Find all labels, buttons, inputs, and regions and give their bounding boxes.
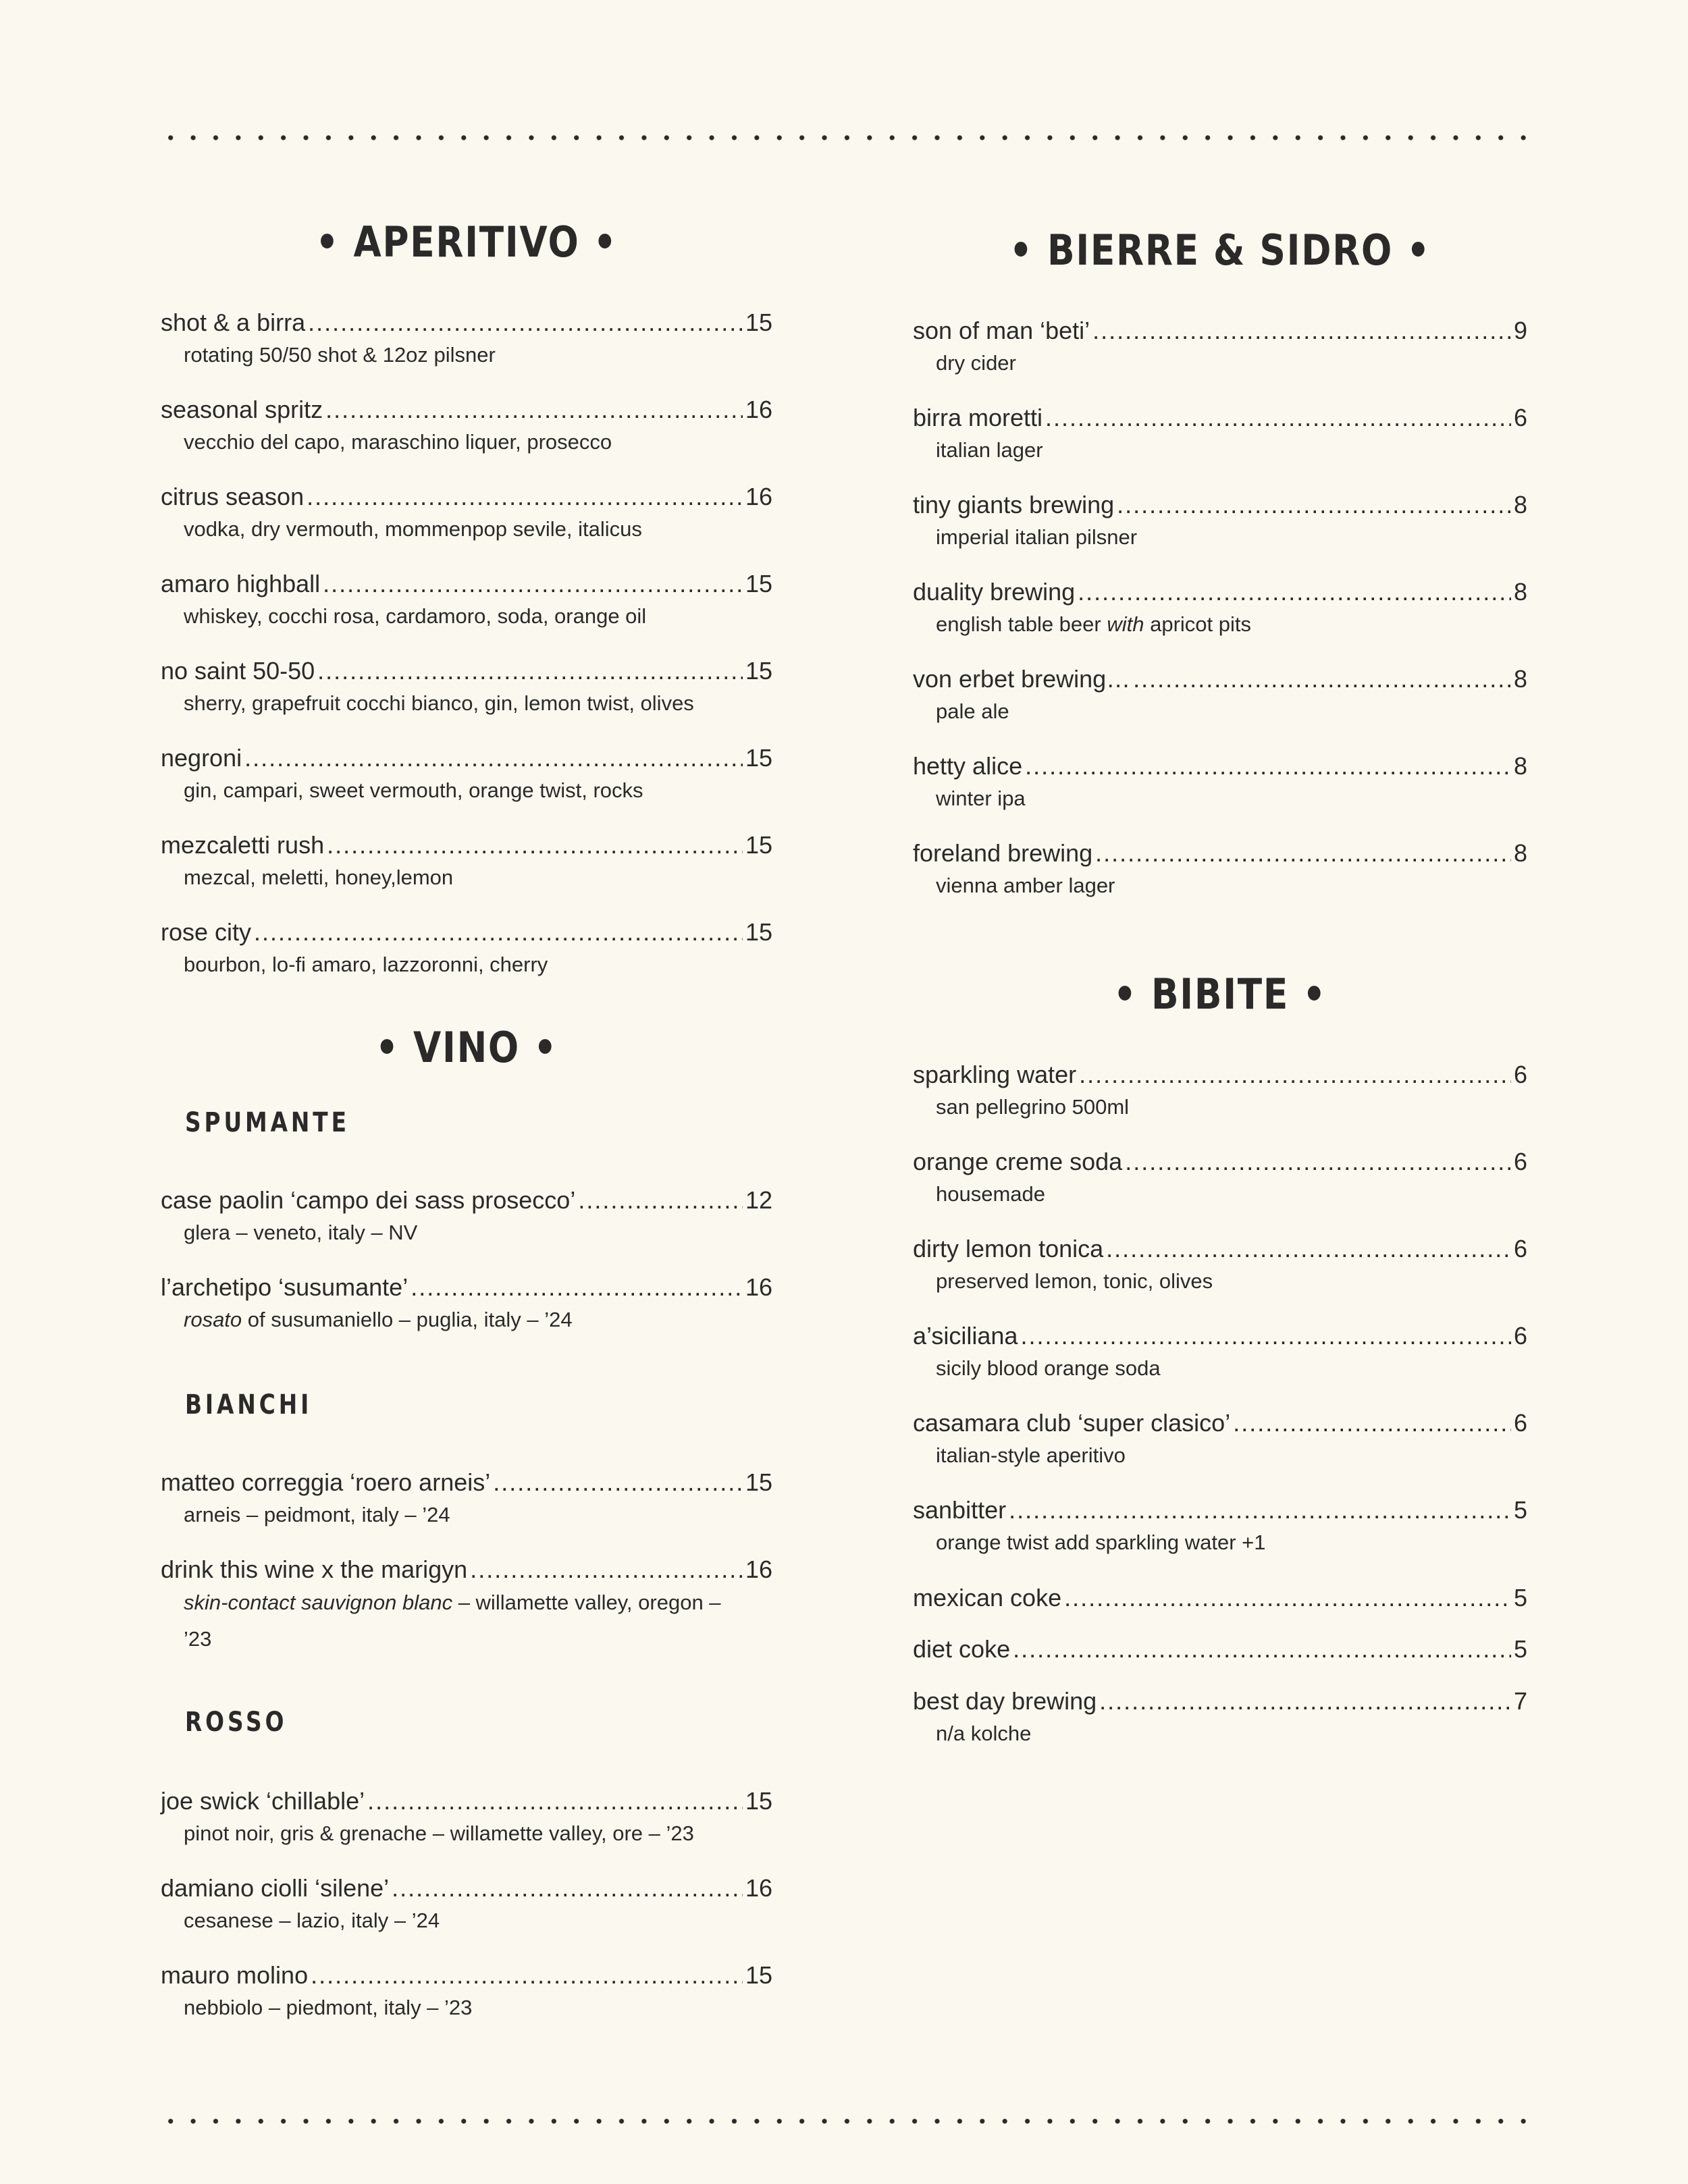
item-name: hetty alice bbox=[913, 752, 1023, 780]
item-description: dry cider bbox=[936, 351, 1016, 375]
item-description: pale ale bbox=[936, 699, 1009, 723]
item-description: mezcal, meletti, honey,lemon bbox=[184, 865, 454, 889]
item-name: son of man ‘beti’ bbox=[913, 317, 1090, 344]
leader-dots bbox=[1106, 1234, 1511, 1264]
item-price: 16 bbox=[745, 483, 772, 510]
leader-dots bbox=[392, 1873, 743, 1903]
item-description: nebbiolo – piedmont, italy – ’23 bbox=[184, 1996, 473, 2019]
item-price: 15 bbox=[745, 1787, 772, 1815]
item-name: matteo correggia ‘roero arneis’ bbox=[161, 1468, 491, 1496]
menu-item bbox=[161, 1468, 772, 1533]
item-name: birra moretti bbox=[913, 404, 1043, 431]
item-description: glera – veneto, italy – NV bbox=[184, 1221, 418, 1244]
menu-item bbox=[161, 830, 772, 895]
item-description-italic: skin-contact sauvignon blanc bbox=[184, 1591, 453, 1614]
item-name: von erbet brewing… bbox=[913, 665, 1131, 693]
item-price: 9 bbox=[1513, 317, 1527, 344]
leader-dots bbox=[1013, 1634, 1511, 1664]
bottom-dotted-rule bbox=[159, 2119, 1534, 2124]
item-description: pinot noir, gris & grenache – willamette valley, ore – ’23 bbox=[184, 1821, 694, 1845]
item-price: 6 bbox=[1513, 404, 1527, 431]
leader-dots bbox=[1133, 664, 1511, 694]
item-description: arneis – peidmont, italy – ’24 bbox=[184, 1503, 450, 1526]
item-price: 6 bbox=[1513, 1409, 1527, 1437]
item-price: 15 bbox=[745, 744, 772, 772]
item-name: casamara club ‘super clasico’ bbox=[913, 1409, 1231, 1437]
item-name: mezcaletti rush bbox=[161, 831, 325, 859]
item-description: vienna amber lager bbox=[936, 874, 1115, 897]
item-price: 15 bbox=[745, 309, 772, 336]
item-name: foreland brewing bbox=[913, 839, 1093, 867]
item-price: 6 bbox=[1513, 1061, 1527, 1088]
menu-item bbox=[161, 1273, 772, 1337]
spumante-subheading: SPUMANTE bbox=[185, 1107, 350, 1138]
item-price: 8 bbox=[1513, 752, 1527, 780]
item-price: 8 bbox=[1513, 578, 1527, 606]
item-price: 15 bbox=[745, 918, 772, 946]
leader-dots bbox=[323, 569, 743, 599]
item-name: case paolin ‘campo dei sass prosecco’ bbox=[161, 1186, 576, 1214]
item-price: 5 bbox=[1513, 1635, 1527, 1663]
item-description-italic: with bbox=[1107, 612, 1144, 636]
menu-item bbox=[913, 1495, 1527, 1560]
item-description-rest: of susumaniello – puglia, italy – ’24 bbox=[242, 1308, 573, 1331]
menu-item bbox=[161, 1873, 772, 1938]
item-name: drink this wine x the marigyn bbox=[161, 1555, 468, 1583]
item-description: preserved lemon, tonic, olives bbox=[936, 1269, 1213, 1293]
item-name: mauro molino bbox=[161, 1961, 309, 1989]
item-price: 16 bbox=[745, 1555, 772, 1583]
leader-dots bbox=[1064, 1583, 1511, 1613]
item-description: n/a kolche bbox=[936, 1722, 1032, 1745]
menu-item bbox=[161, 395, 772, 460]
menu-item bbox=[161, 308, 772, 373]
menu-item bbox=[161, 1186, 772, 1250]
leader-dots bbox=[411, 1273, 743, 1302]
item-name: citrus season bbox=[161, 483, 305, 510]
leader-dots bbox=[1078, 577, 1511, 607]
item-name: a’siciliana bbox=[913, 1322, 1018, 1350]
leader-dots bbox=[308, 308, 743, 338]
menu-item bbox=[913, 577, 1527, 642]
leader-dots bbox=[1009, 1495, 1511, 1525]
item-price: 8 bbox=[1513, 839, 1527, 867]
menu-item bbox=[913, 751, 1527, 816]
item-price: 15 bbox=[745, 831, 772, 859]
item-name: seasonal spritz bbox=[161, 396, 323, 423]
menu-item bbox=[161, 482, 772, 547]
item-name: no saint 50-50 bbox=[161, 657, 315, 685]
item-description: italian lager bbox=[936, 438, 1043, 462]
item-description-italic: rosato bbox=[184, 1308, 242, 1331]
leader-dots bbox=[307, 482, 743, 512]
menu-item bbox=[913, 1408, 1527, 1473]
menu-item bbox=[913, 1147, 1527, 1212]
leader-dots bbox=[311, 1961, 743, 1990]
rosso-subheading: ROSSO bbox=[185, 1707, 288, 1738]
item-description: housemade bbox=[936, 1182, 1046, 1206]
menu-item bbox=[161, 1961, 772, 2025]
leader-dots bbox=[327, 830, 743, 860]
item-price: 5 bbox=[1513, 1584, 1527, 1612]
menu-item bbox=[161, 569, 772, 634]
menu-item bbox=[913, 1634, 1527, 1664]
item-price: 8 bbox=[1513, 665, 1527, 693]
item-name: tiny giants brewing bbox=[913, 491, 1115, 518]
item-price: 15 bbox=[745, 657, 772, 685]
leader-dots bbox=[367, 1786, 743, 1816]
bierre-heading: • BIERRE & SIDRO • bbox=[1009, 225, 1431, 275]
item-description bbox=[161, 1302, 772, 1337]
item-price: 6 bbox=[1513, 1322, 1527, 1350]
item-name: best day brewing bbox=[913, 1687, 1097, 1715]
vino-heading: • VINO • bbox=[375, 1023, 558, 1072]
item-price: 15 bbox=[745, 570, 772, 597]
bibite-heading: • BIBITE • bbox=[1113, 969, 1327, 1019]
item-description-rest: – willamette valley, oregon – ’23 bbox=[184, 1591, 721, 1651]
menu-item bbox=[913, 664, 1527, 729]
menu-item bbox=[161, 1555, 772, 1657]
leader-dots bbox=[1095, 838, 1511, 868]
item-description: whiskey, cocchi rosa, cardamoro, soda, orange oil bbox=[184, 604, 647, 628]
leader-dots bbox=[244, 743, 743, 773]
item-name: rose city bbox=[161, 918, 252, 946]
item-price: 16 bbox=[745, 1874, 772, 1902]
item-name: sanbitter bbox=[913, 1496, 1007, 1524]
leader-dots bbox=[578, 1186, 743, 1215]
leader-dots bbox=[317, 656, 743, 686]
menu-item bbox=[913, 1060, 1527, 1125]
leader-dots bbox=[1117, 490, 1511, 520]
aperitivo-heading: • APERITIVO • bbox=[315, 217, 618, 267]
item-description bbox=[913, 607, 1527, 642]
top-dotted-rule bbox=[159, 135, 1534, 140]
item-description: cesanese – lazio, italy – ’24 bbox=[184, 1909, 440, 1932]
item-name: sparkling water bbox=[913, 1061, 1077, 1088]
leader-dots bbox=[493, 1468, 743, 1497]
menu-item bbox=[913, 1321, 1527, 1386]
menu-item bbox=[161, 917, 772, 982]
leader-dots bbox=[1045, 403, 1511, 433]
item-description: gin, campari, sweet vermouth, orange twist, rocks bbox=[184, 778, 643, 802]
item-name: dirty lemon tonica bbox=[913, 1235, 1104, 1262]
bianchi-subheading: BIANCHI bbox=[185, 1389, 313, 1420]
item-price: 12 bbox=[745, 1186, 772, 1214]
leader-dots bbox=[1025, 751, 1511, 781]
item-description: rotating 50/50 shot & 12oz pilsner bbox=[184, 343, 496, 367]
item-name: joe swick ‘chillable’ bbox=[161, 1787, 365, 1815]
menu-item bbox=[161, 743, 772, 808]
item-description: winter ipa bbox=[936, 787, 1026, 810]
leader-dots bbox=[325, 395, 743, 425]
item-price: 16 bbox=[745, 396, 772, 423]
leader-dots bbox=[1079, 1060, 1511, 1090]
leader-dots bbox=[1099, 1686, 1511, 1716]
item-description: san pellegrino 500ml bbox=[936, 1095, 1130, 1119]
item-description: vecchio del capo, maraschino liquer, prosecco bbox=[184, 430, 612, 454]
menu-item bbox=[913, 490, 1527, 555]
menu-item bbox=[913, 316, 1527, 381]
item-name: amaro highball bbox=[161, 570, 321, 597]
menu-item bbox=[161, 1786, 772, 1851]
item-name: diet coke bbox=[913, 1635, 1011, 1663]
leader-dots bbox=[1233, 1408, 1511, 1438]
leader-dots bbox=[254, 917, 743, 947]
menu-item bbox=[913, 1686, 1527, 1751]
menu-item bbox=[913, 1583, 1527, 1613]
item-price: 16 bbox=[745, 1273, 772, 1301]
item-description: vodka, dry vermouth, mommenpop sevile, italicus bbox=[184, 517, 642, 541]
item-name: l’archetipo ‘susumante’ bbox=[161, 1273, 408, 1301]
item-name: negroni bbox=[161, 744, 242, 772]
item-description: italian-style aperitivo bbox=[936, 1443, 1126, 1467]
item-description-pre: english table beer bbox=[936, 612, 1107, 636]
item-description: imperial italian pilsner bbox=[936, 525, 1138, 549]
item-price: 8 bbox=[1513, 491, 1527, 518]
item-price: 15 bbox=[745, 1961, 772, 1989]
item-price: 15 bbox=[745, 1468, 772, 1496]
item-price: 6 bbox=[1513, 1235, 1527, 1262]
item-name: damiano ciolli ‘silene’ bbox=[161, 1874, 390, 1902]
leader-dots bbox=[1092, 316, 1511, 346]
menu-item bbox=[913, 1234, 1527, 1299]
menu-item bbox=[913, 403, 1527, 468]
item-description: sicily blood orange soda bbox=[936, 1356, 1161, 1380]
item-name: orange creme soda bbox=[913, 1148, 1123, 1175]
menu-item bbox=[913, 838, 1527, 903]
leader-dots bbox=[1125, 1147, 1511, 1177]
item-price: 7 bbox=[1513, 1687, 1527, 1715]
item-name: duality brewing bbox=[913, 578, 1076, 606]
item-description bbox=[161, 1584, 744, 1657]
item-description: bourbon, lo-fi amaro, lazzoronni, cherry bbox=[184, 953, 548, 976]
item-description: sherry, grapefruit cocchi bianco, gin, lemon twist, olives bbox=[184, 691, 694, 715]
item-description: orange twist add sparkling water +1 bbox=[936, 1530, 1266, 1554]
leader-dots bbox=[1020, 1321, 1511, 1351]
menu-item bbox=[161, 656, 772, 721]
item-name: shot & a birra bbox=[161, 309, 306, 336]
item-description-rest: apricot pits bbox=[1144, 612, 1251, 636]
item-price: 5 bbox=[1513, 1496, 1527, 1524]
leader-dots bbox=[470, 1555, 743, 1584]
item-name: mexican coke bbox=[913, 1584, 1062, 1612]
item-price: 6 bbox=[1513, 1148, 1527, 1175]
